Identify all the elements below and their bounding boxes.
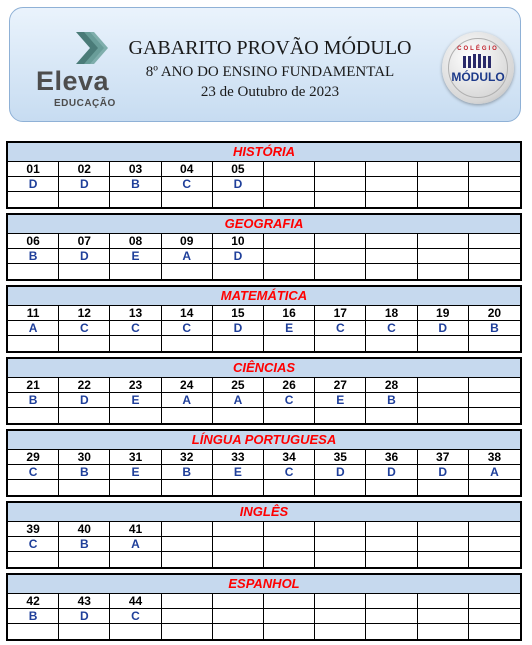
answer-letter: [315, 249, 366, 264]
answer-key: [6, 141, 522, 645]
question-number: [469, 522, 520, 537]
answer-letter: C: [162, 321, 213, 336]
modulo-bars-icon: [462, 54, 494, 68]
blank-cell: [264, 192, 315, 207]
blank-cell: [264, 624, 315, 639]
answer-letter: D: [213, 177, 264, 192]
question-number: 33: [213, 450, 264, 465]
answer-letter: A: [110, 537, 161, 552]
answer-letter: D: [418, 321, 469, 336]
question-number: 31: [110, 450, 161, 465]
blank-cell: [366, 336, 417, 351]
blank-cell: [315, 552, 366, 567]
eleva-subtitle: EDUCAÇÃO: [54, 98, 116, 109]
answer-letter: [366, 537, 417, 552]
answer-letter: [366, 249, 417, 264]
answer-letter: B: [110, 177, 161, 192]
answer-letter: B: [162, 465, 213, 480]
question-number: [418, 378, 469, 393]
blank-cell: [110, 408, 161, 423]
blank-cell: [8, 480, 59, 495]
question-number: 08: [110, 234, 161, 249]
blank-cell: [213, 336, 264, 351]
question-number: 03: [110, 162, 161, 177]
blank-cell: [366, 408, 417, 423]
question-number: [264, 234, 315, 249]
page-date: 23 de Outubro de 2023: [200, 84, 340, 100]
blank-cell: [110, 624, 161, 639]
question-number: 37: [418, 450, 469, 465]
answer-letter: D: [366, 465, 417, 480]
answer-letter: C: [264, 393, 315, 408]
subject-section: [6, 357, 522, 425]
question-number: [264, 522, 315, 537]
question-number: [315, 162, 366, 177]
answer-letter: B: [469, 321, 520, 336]
blank-cell: [418, 408, 469, 423]
question-number: 13: [110, 306, 161, 321]
subject-title: CIÊNCIAS: [8, 359, 520, 378]
question-number: [315, 594, 366, 609]
blank-cell: [59, 264, 110, 279]
subject-section: [6, 501, 522, 569]
question-number: 43: [59, 594, 110, 609]
subject-title: LÍNGUA PORTUGUESA: [8, 431, 520, 450]
answer-letter: C: [8, 537, 59, 552]
blank-cell: [315, 480, 366, 495]
question-number: 05: [213, 162, 264, 177]
answer-letter: E: [264, 321, 315, 336]
question-number: 06: [8, 234, 59, 249]
eleva-wordmark: Eleva: [36, 66, 110, 96]
answer-letter: B: [59, 537, 110, 552]
answer-letter: E: [110, 249, 161, 264]
blank-cell: [8, 552, 59, 567]
blank-cell: [469, 192, 520, 207]
blank-cell: [213, 408, 264, 423]
question-number: 22: [59, 378, 110, 393]
question-number: [469, 162, 520, 177]
answer-letter: A: [162, 393, 213, 408]
answer-letter: A: [162, 249, 213, 264]
question-number: 16: [264, 306, 315, 321]
blank-cell: [213, 624, 264, 639]
subject-section: [6, 285, 522, 353]
answer-letter: [418, 537, 469, 552]
answer-letter: C: [59, 321, 110, 336]
question-number: 32: [162, 450, 213, 465]
answer-letter: [469, 177, 520, 192]
blank-cell: [315, 408, 366, 423]
question-number: [366, 594, 417, 609]
answer-letter: C: [162, 177, 213, 192]
answer-letter: D: [59, 177, 110, 192]
answer-letter: [469, 537, 520, 552]
blank-cell: [264, 408, 315, 423]
blank-cell: [315, 336, 366, 351]
blank-cell: [162, 480, 213, 495]
blank-cell: [366, 624, 417, 639]
answer-letter: [418, 393, 469, 408]
blank-cell: [213, 552, 264, 567]
question-number: 44: [110, 594, 161, 609]
modulo-logo-top: COLÉGIO: [457, 46, 499, 52]
answer-letter: B: [8, 609, 59, 624]
question-number: [366, 234, 417, 249]
answer-letter: C: [264, 465, 315, 480]
modulo-logo-word: MÓDULO: [451, 70, 505, 84]
question-number: 29: [8, 450, 59, 465]
blank-cell: [418, 336, 469, 351]
answer-letter: B: [8, 393, 59, 408]
question-number: 20: [469, 306, 520, 321]
blank-cell: [469, 408, 520, 423]
blank-cell: [59, 192, 110, 207]
question-number: 24: [162, 378, 213, 393]
blank-cell: [213, 192, 264, 207]
answer-letter: D: [315, 465, 366, 480]
answer-letter: [366, 177, 417, 192]
question-number: 23: [110, 378, 161, 393]
question-number: 10: [213, 234, 264, 249]
question-number: 11: [8, 306, 59, 321]
question-number: [264, 162, 315, 177]
question-number: 15: [213, 306, 264, 321]
blank-cell: [8, 264, 59, 279]
answer-letter: [315, 609, 366, 624]
question-number: 28: [366, 378, 417, 393]
blank-cell: [418, 192, 469, 207]
blank-cell: [8, 408, 59, 423]
question-number: 14: [162, 306, 213, 321]
blank-cell: [59, 552, 110, 567]
question-number: [418, 234, 469, 249]
blank-cell: [418, 264, 469, 279]
header-banner: [9, 7, 521, 122]
blank-cell: [59, 336, 110, 351]
answer-letter: D: [59, 393, 110, 408]
question-number: 38: [469, 450, 520, 465]
blank-cell: [418, 624, 469, 639]
blank-cell: [315, 624, 366, 639]
answer-letter: D: [213, 249, 264, 264]
blank-cell: [469, 264, 520, 279]
answer-letter: [213, 609, 264, 624]
answer-letter: C: [110, 609, 161, 624]
blank-cell: [315, 192, 366, 207]
question-number: [469, 594, 520, 609]
question-number: 07: [59, 234, 110, 249]
blank-cell: [418, 552, 469, 567]
blank-cell: [162, 192, 213, 207]
subject-title: GEOGRAFIA: [8, 215, 520, 234]
blank-cell: [366, 480, 417, 495]
blank-cell: [8, 336, 59, 351]
blank-cell: [8, 192, 59, 207]
answer-letter: B: [8, 249, 59, 264]
blank-cell: [110, 264, 161, 279]
modulo-logo: [442, 32, 514, 104]
answer-letter: [315, 177, 366, 192]
answer-letter: [418, 177, 469, 192]
question-number: [469, 234, 520, 249]
answer-letter: D: [59, 609, 110, 624]
answer-letter: C: [366, 321, 417, 336]
blank-cell: [469, 552, 520, 567]
question-number: [418, 522, 469, 537]
blank-cell: [110, 480, 161, 495]
blank-cell: [110, 552, 161, 567]
subject-section: [6, 213, 522, 281]
blank-cell: [213, 264, 264, 279]
question-number: 26: [264, 378, 315, 393]
answer-letter: [469, 609, 520, 624]
subject-title: ESPANHOL: [8, 575, 520, 594]
question-number: 04: [162, 162, 213, 177]
question-number: 40: [59, 522, 110, 537]
question-number: 27: [315, 378, 366, 393]
answer-letter: [315, 537, 366, 552]
blank-cell: [162, 552, 213, 567]
blank-cell: [59, 408, 110, 423]
answer-letter: [213, 537, 264, 552]
answer-letter: [264, 249, 315, 264]
blank-cell: [264, 336, 315, 351]
question-number: 19: [418, 306, 469, 321]
question-number: 35: [315, 450, 366, 465]
answer-letter: [418, 249, 469, 264]
answer-letter: E: [213, 465, 264, 480]
blank-cell: [213, 480, 264, 495]
answer-letter: C: [8, 465, 59, 480]
question-number: [315, 234, 366, 249]
blank-cell: [264, 552, 315, 567]
blank-cell: [469, 336, 520, 351]
answer-letter: [469, 249, 520, 264]
answer-letter: C: [110, 321, 161, 336]
answer-letter: A: [469, 465, 520, 480]
blank-cell: [469, 624, 520, 639]
question-number: 02: [59, 162, 110, 177]
answer-letter: E: [110, 465, 161, 480]
page-title: GABARITO PROVÃO MÓDULO: [128, 37, 412, 59]
blank-cell: [162, 264, 213, 279]
blank-cell: [366, 264, 417, 279]
answer-letter: A: [213, 393, 264, 408]
answer-letter: [469, 393, 520, 408]
answer-letter: A: [8, 321, 59, 336]
question-number: [418, 162, 469, 177]
blank-cell: [469, 480, 520, 495]
question-number: [213, 594, 264, 609]
subject-title: MATEMÁTICA: [8, 287, 520, 306]
answer-letter: E: [110, 393, 161, 408]
blank-cell: [110, 192, 161, 207]
question-number: 42: [8, 594, 59, 609]
answer-letter: D: [213, 321, 264, 336]
question-number: 39: [8, 522, 59, 537]
answer-letter: [264, 177, 315, 192]
question-number: [366, 522, 417, 537]
answer-letter: [162, 537, 213, 552]
blank-cell: [59, 480, 110, 495]
question-number: [315, 522, 366, 537]
question-number: 01: [8, 162, 59, 177]
eleva-arrow-icon: [72, 28, 112, 68]
answer-letter: D: [8, 177, 59, 192]
answer-letter: [264, 537, 315, 552]
subject-section: [6, 141, 522, 209]
blank-cell: [418, 480, 469, 495]
answer-letter: E: [315, 393, 366, 408]
blank-cell: [315, 264, 366, 279]
blank-cell: [264, 480, 315, 495]
title-block: [120, 36, 420, 102]
question-number: 25: [213, 378, 264, 393]
eleva-logo: [32, 26, 124, 112]
answer-letter: [418, 609, 469, 624]
subject-title: INGLÊS: [8, 503, 520, 522]
subject-section: [6, 573, 522, 641]
question-number: 41: [110, 522, 161, 537]
question-number: 18: [366, 306, 417, 321]
blank-cell: [366, 192, 417, 207]
question-number: 09: [162, 234, 213, 249]
blank-cell: [264, 264, 315, 279]
question-number: [264, 594, 315, 609]
answer-letter: B: [366, 393, 417, 408]
page-subtitle: 8º ANO DO ENSINO FUNDAMENTAL: [145, 64, 395, 80]
question-number: 30: [59, 450, 110, 465]
blank-cell: [162, 624, 213, 639]
blank-cell: [366, 552, 417, 567]
question-number: [469, 378, 520, 393]
question-number: [162, 594, 213, 609]
answer-letter: [366, 609, 417, 624]
blank-cell: [162, 408, 213, 423]
question-number: 36: [366, 450, 417, 465]
blank-cell: [8, 624, 59, 639]
question-number: 17: [315, 306, 366, 321]
answer-letter: [162, 609, 213, 624]
question-number: 21: [8, 378, 59, 393]
answer-letter: D: [418, 465, 469, 480]
answer-letter: D: [59, 249, 110, 264]
question-number: [162, 522, 213, 537]
answer-letter: C: [315, 321, 366, 336]
question-number: [366, 162, 417, 177]
blank-cell: [59, 624, 110, 639]
blank-cell: [162, 336, 213, 351]
question-number: 12: [59, 306, 110, 321]
answer-letter: B: [59, 465, 110, 480]
subject-section: [6, 429, 522, 497]
subject-title: HISTÓRIA: [8, 143, 520, 162]
blank-cell: [110, 336, 161, 351]
question-number: [213, 522, 264, 537]
question-number: [418, 594, 469, 609]
answer-letter: [264, 609, 315, 624]
question-number: 34: [264, 450, 315, 465]
